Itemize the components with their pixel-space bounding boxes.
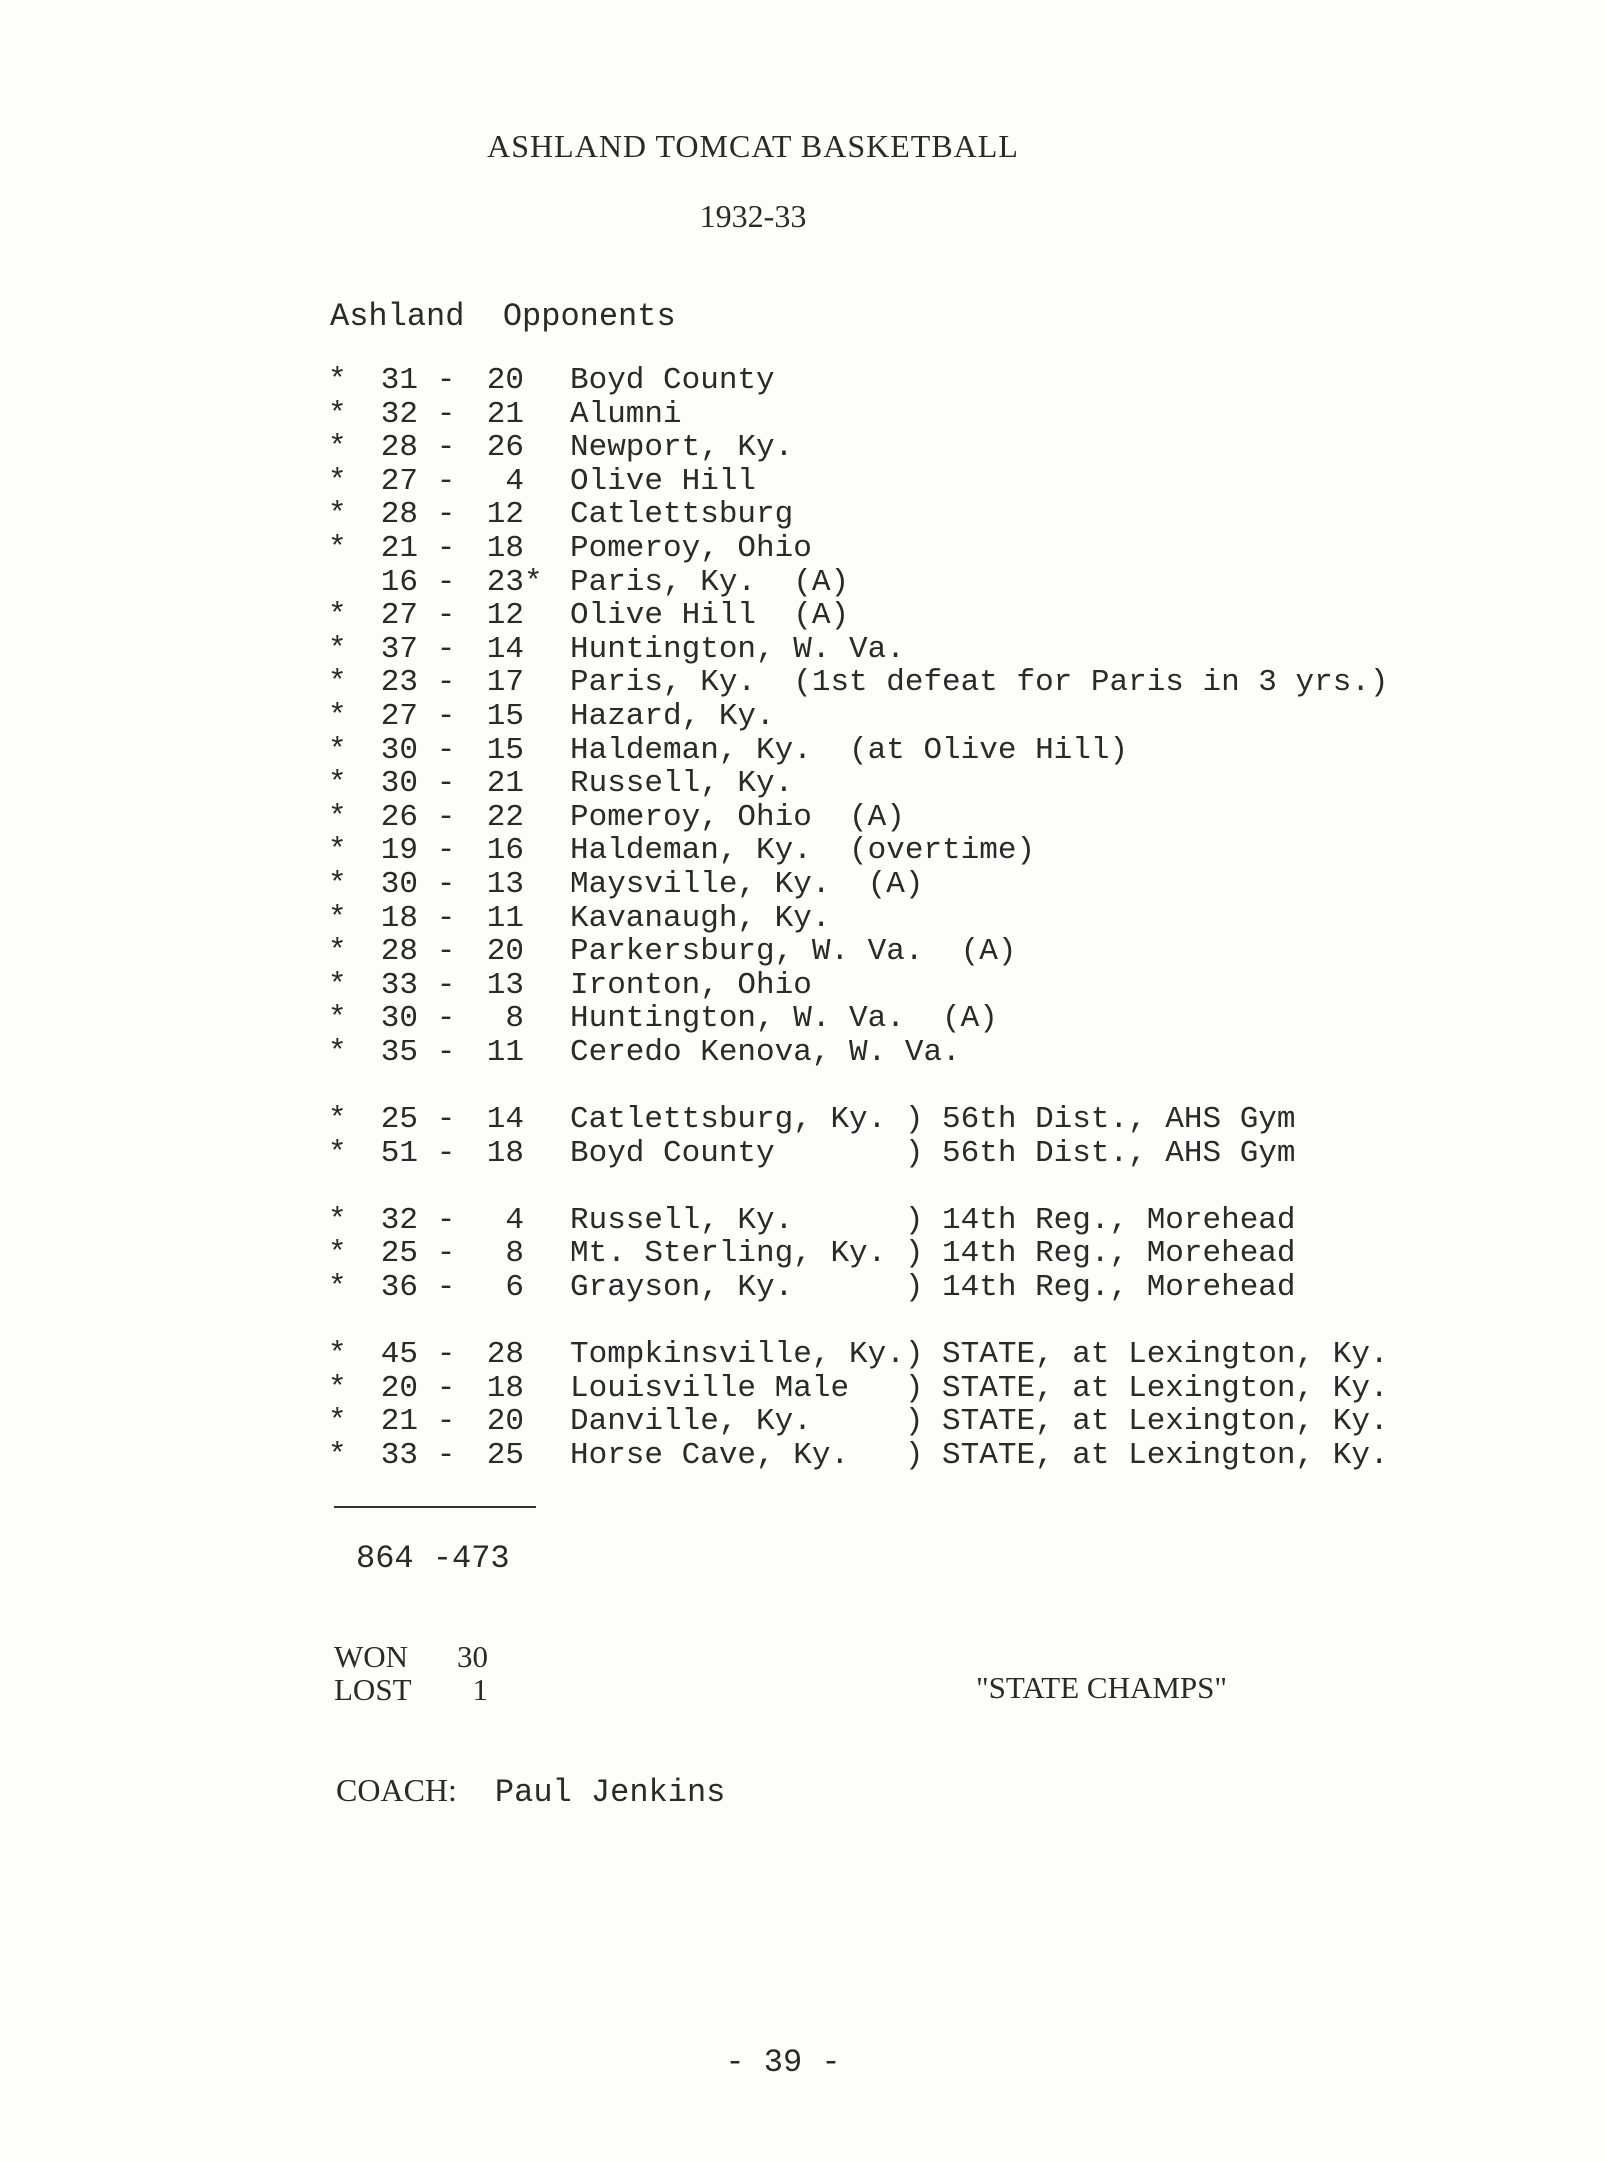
game-row: * 33 - 25 Horse Cave, Ky. ) STATE, at Lexington, Ky. — [328, 1438, 1389, 1473]
column-headers — [330, 298, 676, 335]
total-rule — [334, 1506, 536, 1508]
game-row: * 28 - 20 Parkersburg, W. Va. (A) — [328, 934, 1017, 970]
game-row: * 25 - 14 Catlettsburg, Ky. ) 56th Dist., AHS Gym — [328, 1102, 1296, 1138]
win-mark: * — [328, 1202, 347, 1238]
score-separator: - — [436, 1001, 456, 1037]
opponent-score: 16 — [486, 833, 524, 869]
score-separator: - — [436, 900, 456, 936]
ashland-score: 21 — [380, 1404, 418, 1440]
page-number: - 39 - — [725, 2044, 841, 2081]
game-row: * 18 - 11 Kavanaugh, Ky. — [328, 900, 831, 936]
score-separator: - — [436, 698, 456, 734]
game-row: * 26 - 22 Pomeroy, Ohio (A) — [328, 799, 905, 835]
win-mark: * — [328, 934, 347, 970]
ashland-score: 33 — [380, 1438, 418, 1473]
loss-mark — [524, 498, 570, 532]
opponent-score: 18 — [486, 1370, 524, 1406]
win-mark: * — [328, 530, 347, 566]
won-label: WON — [334, 1639, 409, 1674]
score-separator: - — [436, 1270, 456, 1306]
win-mark: * — [328, 1404, 347, 1440]
opponent-score: 14 — [486, 1102, 524, 1138]
score-separator: - — [436, 363, 456, 398]
loss-mark — [524, 902, 570, 936]
game-results-list — [328, 363, 1389, 1473]
loss-mark — [524, 801, 570, 835]
ashland-score: 30 — [380, 732, 418, 768]
ashland-score: 28 — [380, 934, 418, 970]
score-separator: - — [436, 833, 456, 869]
opponent-score: 11 — [486, 900, 524, 936]
win-mark: * — [328, 430, 347, 466]
game-row: * 27 - 12 Olive Hill (A) — [328, 598, 850, 634]
group-spacer — [328, 1305, 570, 1339]
game-row: * 21 - 18 Pomeroy, Ohio — [328, 530, 812, 566]
loss-mark — [524, 734, 570, 768]
opponent-score: 21 — [486, 766, 524, 802]
win-mark: * — [328, 598, 347, 634]
ashland-score: 27 — [380, 463, 418, 499]
document-title: ASHLAND TOMCAT BASKETBALL — [487, 128, 1019, 164]
loss-mark — [524, 364, 570, 398]
column-opponents: Opponents — [502, 298, 676, 335]
loss-mark — [524, 666, 570, 700]
opponent-score: 20 — [486, 363, 524, 398]
game-row: * 20 - 18 Louisville Male ) STATE, at Lexington, Ky. — [328, 1370, 1389, 1406]
loss-mark — [524, 834, 570, 868]
game-row: * 30 - 21 Russell, Ky. — [328, 766, 794, 802]
ashland-score: 28 — [380, 497, 418, 533]
game-row: * 31 - 20 Boyd County — [328, 363, 775, 398]
win-mark: * — [328, 463, 347, 499]
loss-mark — [524, 1036, 570, 1070]
loss-mark — [524, 599, 570, 633]
game-row: * 30 - 13 Maysville, Ky. (A) — [328, 866, 924, 902]
opponent-score: 23 — [486, 564, 524, 600]
score-separator: - — [436, 1202, 456, 1238]
won-count: 30 — [457, 1639, 488, 1674]
win-mark: * — [328, 833, 347, 869]
score-separator: - — [436, 1034, 456, 1070]
loss-mark — [524, 1103, 570, 1137]
game-row: * 36 - 6 Grayson, Ky. ) 14th Reg., Morehead — [328, 1270, 1296, 1306]
ashland-score: 16 — [380, 564, 418, 600]
lost-label: LOST — [334, 1672, 412, 1707]
game-row: * 27 - 4 Olive Hill — [328, 463, 757, 499]
ashland-score: 27 — [380, 598, 418, 634]
score-separator: - — [436, 564, 456, 600]
game-row: * 30 - 8 Huntington, W. Va. (A) — [328, 1001, 998, 1037]
loss-mark — [524, 1338, 570, 1372]
loss-mark — [524, 1372, 570, 1406]
game-row: * 25 - 8 Mt. Sterling, Ky. ) 14th Reg., Morehead — [328, 1236, 1296, 1272]
score-separator: - — [436, 799, 456, 835]
opponent-score: 13 — [486, 866, 524, 902]
win-mark: * — [328, 665, 347, 701]
opponent-score: 12 — [486, 598, 524, 634]
won-line — [334, 1640, 488, 1673]
loss-mark — [524, 1439, 570, 1473]
opponent-score: 15 — [486, 732, 524, 768]
loss-mark — [524, 398, 570, 432]
coach-name: Paul Jenkins — [494, 1774, 726, 1811]
loss-mark — [524, 868, 570, 902]
score-separator: - — [436, 866, 456, 902]
win-mark: * — [328, 1270, 347, 1306]
score-separator: - — [436, 598, 456, 634]
game-row: * 51 - 18 Boyd County ) 56th Dist., AHS Gym — [328, 1135, 1296, 1171]
score-separator: - — [436, 1135, 456, 1171]
game-row: 16 - 23 * Paris, Ky. (A) — [328, 566, 570, 600]
score-separator: - — [436, 1102, 456, 1138]
ashland-score: 30 — [380, 766, 418, 802]
win-mark: * — [328, 396, 347, 432]
game-row: * 33 - 13 Ironton, Ohio — [328, 967, 812, 1003]
win-mark: * — [328, 799, 347, 835]
game-row: * 21 - 20 Danville, Ky. ) STATE, at Lexington, Ky. — [328, 1404, 1389, 1440]
game-row: * 32 - 4 Russell, Ky. ) 14th Reg., Morehead — [328, 1202, 1296, 1238]
win-mark: * — [328, 1135, 347, 1171]
loss-mark — [524, 1137, 570, 1171]
loss-mark — [524, 1237, 570, 1271]
game-row: * 19 - 16 Haldeman, Ky. (overtime) — [328, 833, 1036, 869]
coach-label: COACH: — [336, 1772, 457, 1808]
ashland-score: 30 — [380, 866, 418, 902]
opponent-score: 13 — [486, 967, 524, 1003]
win-mark: * — [328, 363, 347, 398]
win-mark: * — [328, 1001, 347, 1037]
opponent-score: 4 — [505, 1202, 524, 1238]
loss-mark — [524, 969, 570, 1003]
score-separator: - — [436, 497, 456, 533]
ashland-score: 45 — [380, 1337, 418, 1373]
win-mark: * — [328, 1034, 347, 1070]
opponent-score: 6 — [505, 1270, 524, 1306]
win-mark: * — [328, 1102, 347, 1138]
win-loss-record — [334, 1640, 488, 1706]
game-row: * 28 - 26 Newport, Ky. — [328, 430, 794, 466]
loss-mark — [524, 1271, 570, 1305]
score-separator: - — [436, 967, 456, 1003]
ashland-score: 30 — [380, 1001, 418, 1037]
loss-mark — [524, 767, 570, 801]
win-mark: * — [328, 497, 347, 533]
ashland-score: 18 — [380, 900, 418, 936]
ashland-score: 19 — [380, 833, 418, 869]
score-separator: - — [436, 1236, 456, 1272]
score-separator: - — [436, 934, 456, 970]
opponent-score: 8 — [505, 1236, 524, 1272]
win-mark: * — [328, 900, 347, 936]
opponent-score: 18 — [486, 1135, 524, 1171]
win-mark: * — [328, 1370, 347, 1406]
opponent-score: 11 — [486, 1034, 524, 1070]
game-row: * 45 - 28 Tompkinsville, Ky.) STATE, at Lexington, Ky. — [328, 1337, 1389, 1373]
opponent-score: 25 — [486, 1438, 524, 1473]
win-mark: * — [328, 1438, 347, 1473]
season-total: 864 -473 — [356, 1540, 510, 1577]
game-row: * 30 - 15 Haldeman, Ky. (at Olive Hill) — [328, 732, 1129, 768]
opponent-score: 17 — [486, 665, 524, 701]
win-mark: * — [328, 732, 347, 768]
score-separator: - — [436, 732, 456, 768]
win-mark: * — [328, 631, 347, 667]
opponent-score: 20 — [486, 934, 524, 970]
ashland-score: 26 — [380, 799, 418, 835]
lost-line — [334, 1673, 488, 1706]
group-spacer — [328, 1170, 570, 1204]
score-separator: - — [436, 463, 456, 499]
coach-line — [336, 1772, 725, 1811]
opponent-score: 20 — [486, 1404, 524, 1440]
game-row: * 35 - 11 Ceredo Kenova, W. Va. — [328, 1034, 961, 1070]
win-mark: * — [328, 866, 347, 902]
game-row: * 37 - 14 Huntington, W. Va. — [328, 631, 905, 667]
ashland-score: 32 — [380, 396, 418, 432]
opponent-score: 21 — [486, 396, 524, 432]
score-separator: - — [436, 766, 456, 802]
ashland-score: 36 — [380, 1270, 418, 1306]
ashland-score: 25 — [380, 1236, 418, 1272]
score-separator: - — [436, 1438, 456, 1473]
lost-count: 1 — [472, 1672, 488, 1707]
opponent-score: 12 — [486, 497, 524, 533]
game-row: * 27 - 15 Hazard, Ky. — [328, 698, 775, 734]
score-separator: - — [436, 631, 456, 667]
win-mark — [328, 566, 356, 600]
game-row: * 32 - 21 Alumni — [328, 396, 682, 432]
group-spacer — [328, 1069, 570, 1103]
ashland-score: 20 — [380, 1370, 418, 1406]
ashland-score: 31 — [380, 363, 418, 398]
opponent-score: 18 — [486, 530, 524, 566]
opponent-score: 15 — [486, 698, 524, 734]
column-ashland: Ashland — [330, 298, 465, 335]
win-mark: * — [328, 1236, 347, 1272]
win-mark: * — [328, 1337, 347, 1373]
opponent-score: 28 — [486, 1337, 524, 1373]
season-label: 1932-33 — [699, 198, 807, 234]
game-row: * 28 - 12 Catlettsburg — [328, 497, 794, 533]
loss-mark — [524, 935, 570, 969]
ashland-score: 25 — [380, 1102, 418, 1138]
score-separator: - — [436, 665, 456, 701]
loss-mark — [524, 465, 570, 499]
ashland-score: 51 — [380, 1135, 418, 1171]
opponent-score: 8 — [505, 1001, 524, 1037]
opponent-score: 14 — [486, 631, 524, 667]
ashland-score: 28 — [380, 430, 418, 466]
score-separator: - — [436, 1404, 456, 1440]
loss-mark — [524, 700, 570, 734]
ashland-score: 35 — [380, 1034, 418, 1070]
ashland-score: 32 — [380, 1202, 418, 1238]
loss-mark — [524, 1204, 570, 1238]
score-separator: - — [436, 1370, 456, 1406]
opponent-score: 26 — [486, 430, 524, 466]
loss-mark — [524, 633, 570, 667]
loss-mark: * — [524, 564, 543, 600]
score-separator: - — [436, 430, 456, 466]
score-separator: - — [436, 530, 456, 566]
score-separator: - — [436, 1337, 456, 1373]
ashland-score: 37 — [380, 631, 418, 667]
ashland-score: 27 — [380, 698, 418, 734]
score-separator: - — [436, 396, 456, 432]
opponent-score: 22 — [486, 799, 524, 835]
ashland-score: 23 — [380, 665, 418, 701]
loss-mark — [524, 1405, 570, 1439]
game-row: * 23 - 17 Paris, Ky. (1st defeat for Paris in 3 yrs.) — [328, 665, 1389, 701]
loss-mark — [524, 1002, 570, 1036]
state-champs-label: "STATE CHAMPS" — [976, 1670, 1228, 1705]
loss-mark — [524, 431, 570, 465]
win-mark: * — [328, 967, 347, 1003]
loss-mark — [524, 532, 570, 566]
ashland-score: 33 — [380, 967, 418, 1003]
ashland-score: 21 — [380, 530, 418, 566]
opponent-score: 4 — [505, 463, 524, 499]
win-mark: * — [328, 698, 347, 734]
win-mark: * — [328, 766, 347, 802]
